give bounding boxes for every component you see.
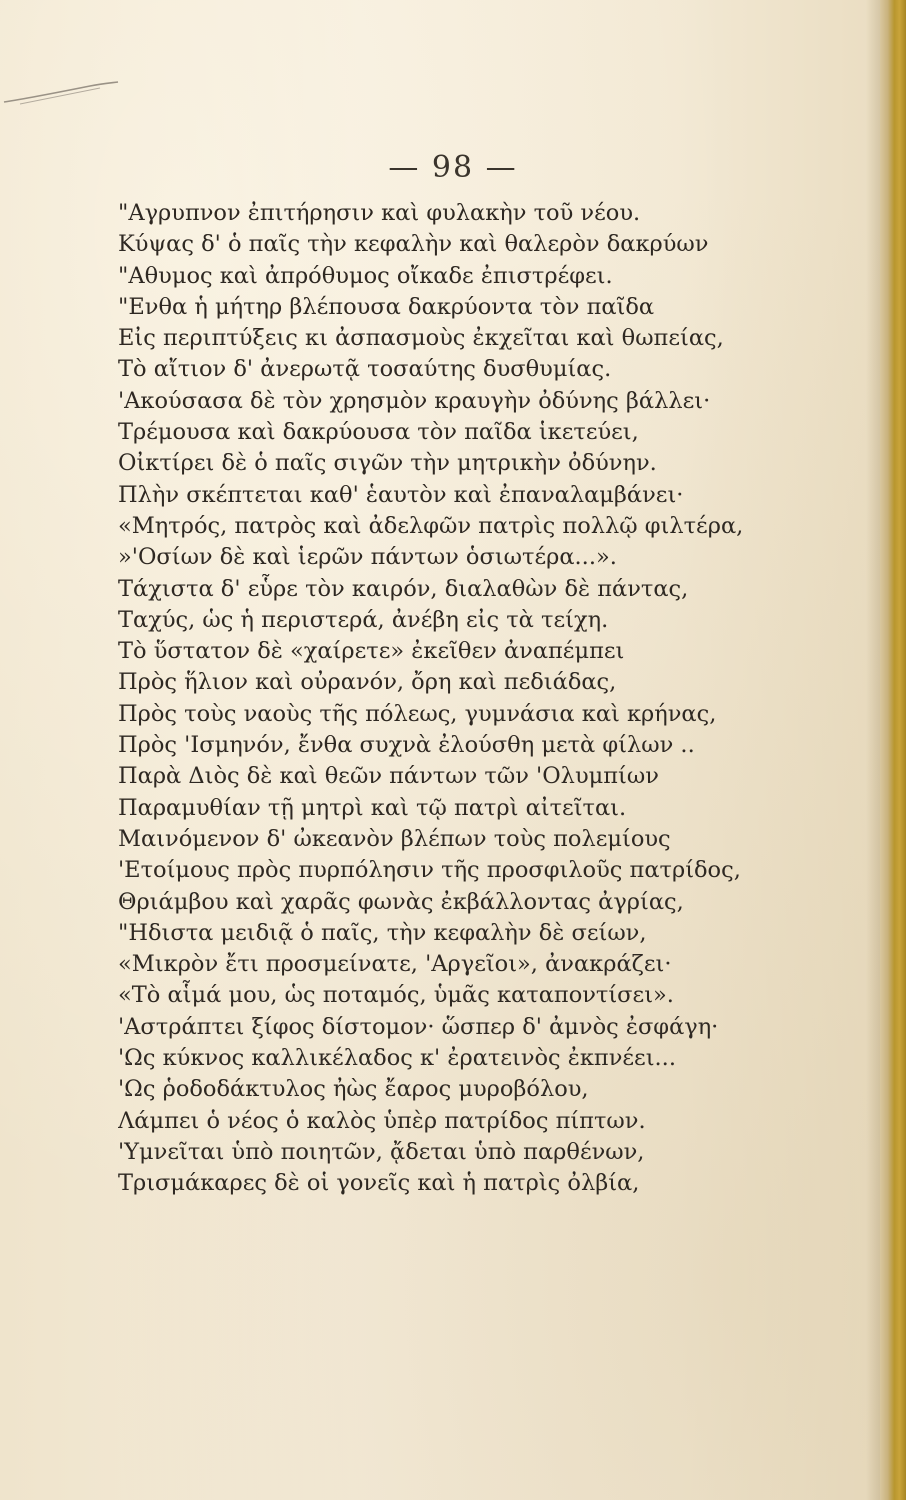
verse-line: Πλὴν σκέπτεται καθ' ἑαυτὸν καὶ ἐπαναλαμβάνει·	[118, 481, 684, 508]
verse-line: »'Οσίων δὲ καὶ ἱερῶν πάντων ὁσιωτέρα...».	[118, 544, 617, 571]
verse-line: Πρὸς 'Ισμηνόν, ἔνθα συχνὰ ἐλούσθη μετὰ φίλων ..	[118, 732, 695, 759]
verse-line: Τὸ ὕστατον δὲ «χαίρετε» ἐκεῖθεν ἀναπέμπει	[118, 638, 625, 665]
verse-line: "Ηδιστα μειδιᾷ ὁ παῖς, τὴν κεφαλὴν δὲ σείων,	[118, 919, 647, 946]
verse-line: "Αθυμος καὶ ἀπρόθυμος οἴκαδε ἐπιστρέφει.	[118, 262, 613, 289]
verse-line: 'Υμνεῖται ὑπὸ ποιητῶν, ᾄδεται ὑπὸ παρθένων,	[118, 1138, 645, 1165]
verse-line: 'Αστράπτει ξίφος δίστομον· ὥσπερ δ' ἀμνὸς ἐσφάγη·	[118, 1013, 719, 1040]
verse-line: Μαινόμενον δ' ὠκεανὸν βλέπων τοὺς πολεμίους	[118, 825, 671, 852]
verse-line: Τὸ αἴτιον δ' ἀνερωτᾷ τοσαύτης δυσθυμίας.	[118, 356, 612, 383]
verse-line: Ταχύς, ὡς ἡ περιστερά, ἀνέβη εἰς τὰ τείχη.	[118, 606, 609, 633]
verse-line: Πρὸς ἥλιον καὶ οὐρανόν, ὄρη καὶ πεδιάδας,	[118, 669, 617, 696]
poem-text	[118, 198, 878, 1200]
verse-line: 'Ως ῥοδοδάκτυλος ἠὼς ἔαρος μυροβόλου,	[118, 1076, 589, 1103]
verse-line: «Μικρὸν ἔτι προσμείνατε, 'Αργεῖοι», ἀνακράζει·	[118, 951, 672, 978]
verse-line: Τρέμουσα καὶ δακρύουσα τὸν παῖδα ἱκετεύει,	[118, 419, 639, 446]
verse-line: «Μητρός, πατρὸς καὶ ἀδελφῶν πατρὶς πολλῷ φιλτέρα,	[118, 512, 744, 539]
verse-line: Οἰκτίρει δὲ ὁ παῖς σιγῶν τὴν μητρικὴν ὀδύνην.	[118, 450, 657, 477]
verse-line: Τρισμάκαρες δὲ οἱ γονεῖς καὶ ἡ πατρὶς ὀλβία,	[118, 1170, 640, 1197]
verse-line: Εἰς περιπτύξεις κι ἀσπασμοὺς ἐκχεῖται καὶ θωπείας,	[118, 325, 724, 352]
verse-line: «Τὸ αἷμά μου, ὡς ποταμός, ὑμᾶς καταποντίσει».	[118, 982, 674, 1009]
gilt-page-edge	[880, 0, 906, 1500]
verse-line: Παρὰ Διὸς δὲ καὶ θεῶν πάντων τῶν 'Ολυμπίων	[118, 763, 659, 790]
verse-line: 'Ετοίμους πρὸς πυρπόλησιν τῆς προσφιλοῦς πατρίδος,	[118, 857, 741, 884]
verse-line: "Ενθα ἡ μήτηρ βλέπουσα δακρύοντα τὸν παῖδα	[118, 293, 655, 320]
verse-line: Παραμυθίαν τῇ μητρὶ καὶ τῷ πατρὶ αἰτεῖται.	[118, 794, 627, 821]
verse-line: Θριάμβου καὶ χαρᾶς φωνὰς ἐκβάλλοντας ἀγρίας,	[118, 888, 684, 915]
verse-line: Πρὸς τοὺς ναοὺς τῆς πόλεως, γυμνάσια καὶ κρήνας,	[118, 700, 717, 727]
verse-line: Κύψας δ' ὁ παῖς τὴν κεφαλὴν καὶ θαλερὸν δακρύων	[118, 231, 709, 258]
page-number: — 98 —	[388, 150, 518, 185]
verse-line: 'Ακούσασα δὲ τὸν χρησμὸν κραυγὴν ὀδύνης βάλλει·	[118, 387, 711, 414]
verse-line: Τάχιστα δ' εὗρε τὸν καιρόν, διαλαθὼν δὲ πάντας,	[118, 575, 689, 602]
verse-line: "Αγρυπνον ἐπιτήρησιν καὶ φυλακὴν τοῦ νέου.	[118, 200, 641, 226]
verse-line: Λάμπει ὁ νέος ὁ καλὸς ὑπὲρ πατρίδος πίπτων.	[118, 1107, 646, 1134]
verse-line: 'Ως κύκνος καλλικέλαδος κ' ἐρατεινὸς ἐκπνέει...	[118, 1045, 676, 1072]
pencil-mark-icon	[0, 80, 150, 110]
